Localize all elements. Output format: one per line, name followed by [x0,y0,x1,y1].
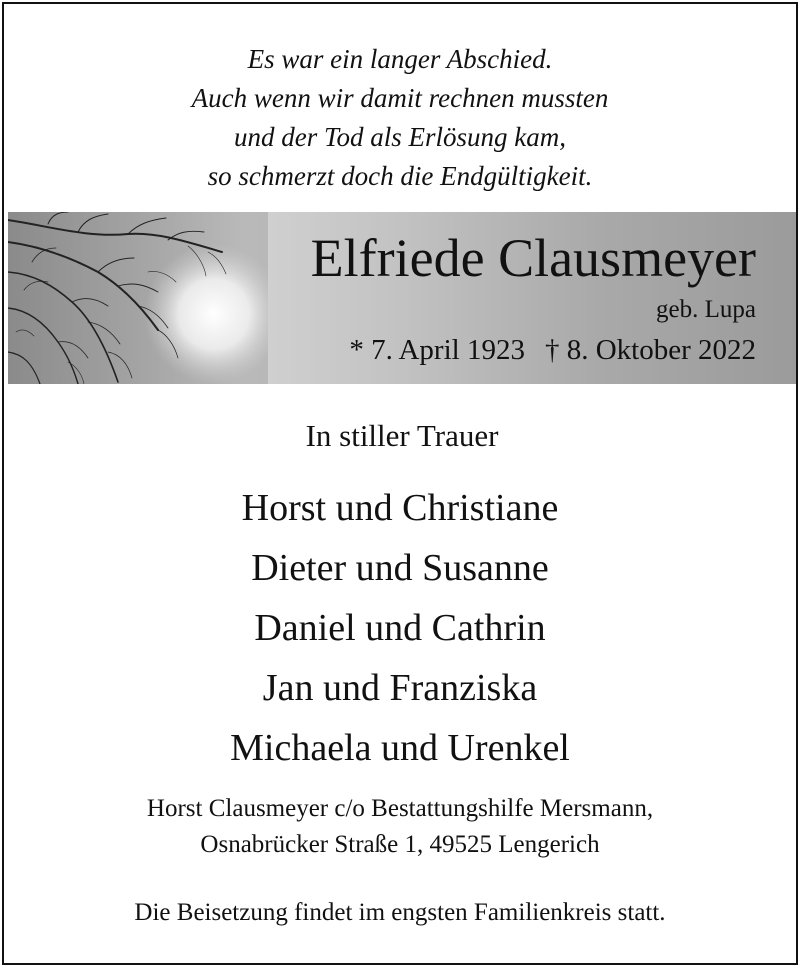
mourning-heading-text: In stiller Trauer [305,418,499,453]
tree-branches-sunlight-image [8,212,268,384]
contact-address [4,791,796,863]
poem-line: Auch wenn wir damit rechnen mussten [191,83,609,113]
birth-date: * 7. April 1923 [349,334,525,366]
poem-line: so schmerzt doch die Endgültigkeit. [207,161,593,191]
mourner-entry: Daniel und Cathrin [254,607,546,649]
mourner-entry: Jan und Franziska [262,667,538,709]
poem-line: Es war ein langer Abschied. [247,44,553,74]
life-dates [349,334,756,367]
mourner-entry: Horst und Christiane [241,487,559,529]
mourning-heading [4,418,800,454]
mourner-entry: Michaela und Urenkel [230,727,570,769]
funeral-notice: Die Beisetzung findet im engsten Familienkreis statt. [134,899,666,926]
address-line: Osnabrücker Straße 1, 49525 Lengerich [200,831,600,858]
death-date: † 8. Oktober 2022 [544,334,756,366]
obituary-card [2,2,798,965]
mourners-list [4,478,796,778]
maiden-name: geb. Lupa [656,296,756,323]
address-line: Horst Clausmeyer c/o Bestattungshilfe Mersmann, [146,795,654,822]
mourner-entry: Dieter und Susanne [251,547,549,589]
poem-line: und der Tod als Erlösung kam, [233,122,567,152]
deceased-name: Elfriede Clausmeyer [310,228,756,288]
poem [4,40,796,196]
name-banner [8,212,796,384]
